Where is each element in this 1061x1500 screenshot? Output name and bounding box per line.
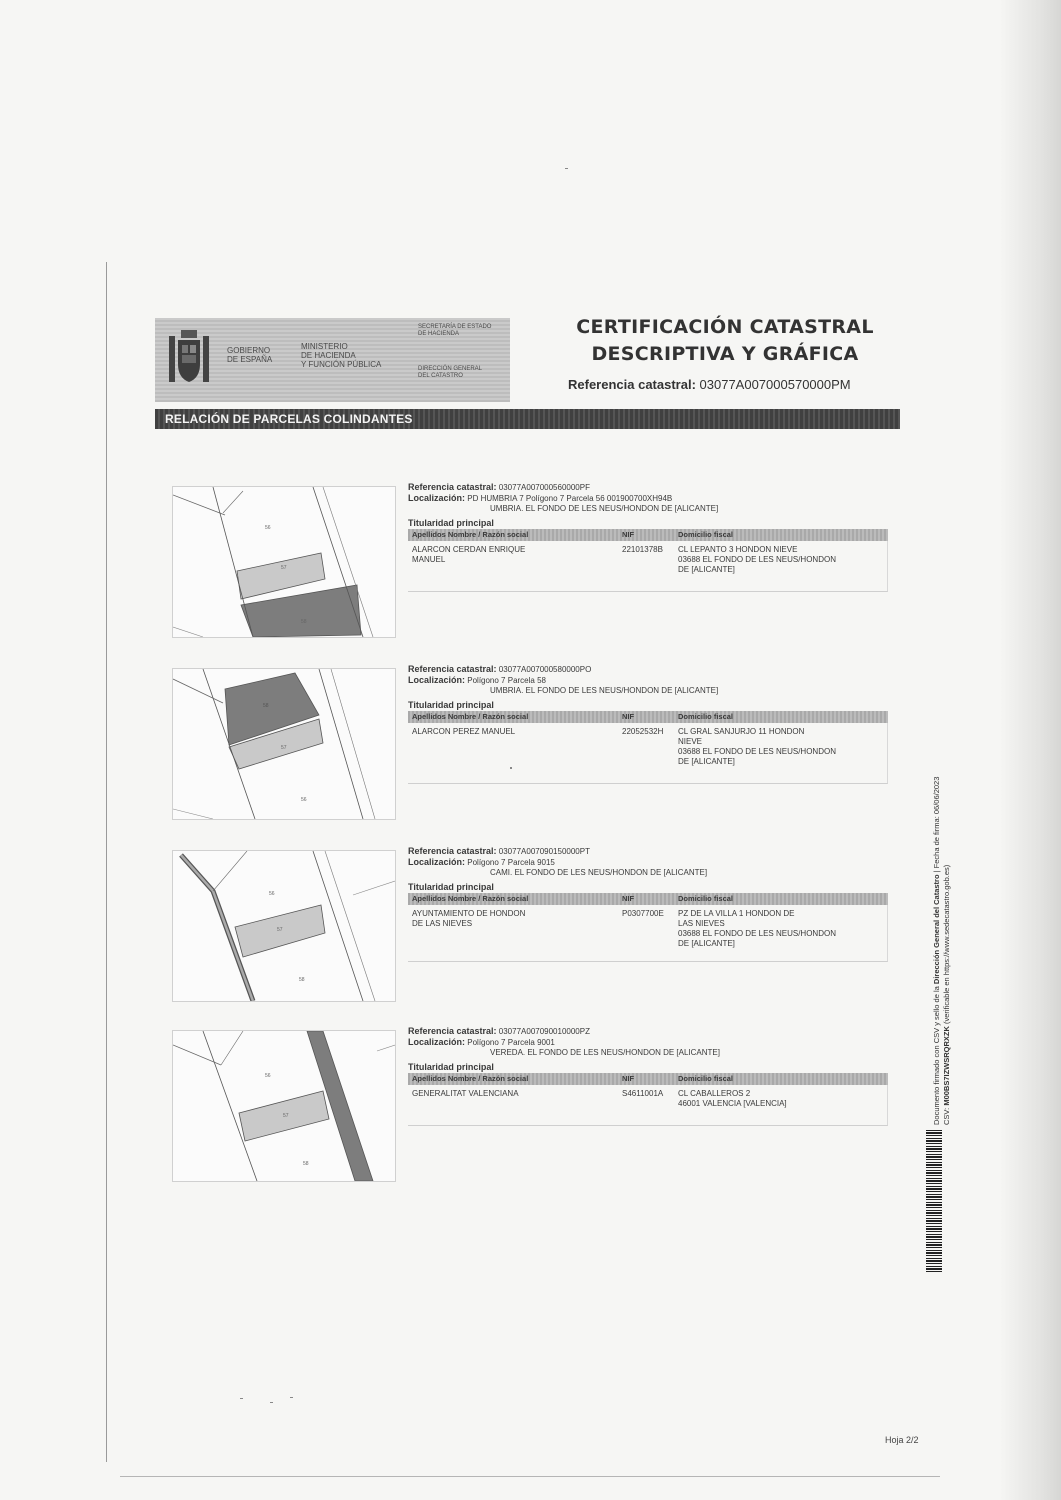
parcel-entry bbox=[172, 1026, 892, 1186]
parcel-entry bbox=[172, 664, 892, 824]
scan-speck bbox=[290, 1397, 293, 1398]
parcel-ref: 03077A007000560000PF bbox=[498, 483, 590, 492]
owner-table-header: Apellidos Nombre / Razón social NIF Domicilio fiscal bbox=[408, 711, 888, 723]
owner-table-row bbox=[408, 905, 888, 962]
owner-address: CL LEPANTO 3 HONDON NIEVE 03688 EL FONDO DE LES NEUS/HONDON DE [ALICANTE] bbox=[678, 545, 836, 574]
owner-nif: 22052532H bbox=[622, 727, 664, 736]
page-frame-bottom bbox=[120, 1476, 940, 1477]
scan-speck bbox=[240, 1398, 243, 1399]
titularidad-heading: Titularidad principal bbox=[408, 518, 494, 528]
parcel-info: Referencia catastral: 03077A007000560000PF Localización: PD HUMBRIA 7 Polígono 7 Parcela 56 001900700XH94B UMBRIA. EL FONDO DE LES NEUS/HONDON DE [ALICANTE] Titularidad principal Apellidos Nombre / Razón social NIF Domicilio fiscal ALARCON CERDAN ENRIQUE MANUEL 22101378B CL LEPANTO 3 HONDON NIEVE 03688 EL FONDO DE LES NEUS/HONDON DE [ALICANTE] bbox=[408, 482, 888, 592]
parcel-loc-line2: UMBRIA. EL FONDO DE LES NEUS/HONDON DE [ALICANTE] bbox=[490, 686, 719, 695]
owner-name: GENERALITAT VALENCIANA bbox=[412, 1089, 519, 1098]
svg-text:56: 56 bbox=[265, 525, 271, 531]
owner-address: PZ DE LA VILLA 1 HONDON DE LAS NIEVES 03688 EL FONDO DE LES NEUS/HONDON DE [ALICANTE] bbox=[678, 909, 836, 948]
parcel-map bbox=[172, 486, 396, 638]
svg-text:58: 58 bbox=[263, 703, 269, 709]
svg-text:57: 57 bbox=[281, 745, 287, 751]
coat-of-arms-icon bbox=[167, 328, 211, 390]
svg-text:56: 56 bbox=[269, 891, 275, 897]
owner-address: CL CABALLEROS 2 46001 VALENCIA [VALENCIA] bbox=[678, 1089, 787, 1108]
parcel-ref: 03077A007090010000PZ bbox=[498, 1027, 590, 1036]
parcel-loc: Polígono 7 Parcela 9001 bbox=[467, 1038, 555, 1047]
gobierno-text: GOBIERNO DE ESPAÑA bbox=[227, 346, 273, 364]
parcel-info: Referencia catastral: 03077A007000580000PO Localización: Polígono 7 Parcela 58 UMBRIA. EL FONDO DE LES NEUS/HONDON DE [ALICANTE] Titularidad principal Apellidos Nombre / Razón social NIF Domicilio fiscal ALARCON PEREZ MANUEL 22052532H CL GRAL SANJURJO 11 HONDON NIEVE 03688 EL FONDO DE LES NEUS/HONDON DE [ALICANTE] bbox=[408, 664, 888, 784]
svg-text:57: 57 bbox=[281, 565, 287, 571]
svg-text:58: 58 bbox=[301, 619, 307, 625]
owner-nif: P0307700E bbox=[622, 909, 664, 918]
parcel-info: Referencia catastral: 03077A007090010000PZ Localización: Polígono 7 Parcela 9001 VEREDA. EL FONDO DE LES NEUS/HONDON DE [ALICANTE] Titularidad principal Apellidos Nombre / Razón social NIF Domicilio fiscal GENERALITAT VALENCIANA S4611001A CL CABALLEROS 2 46001 VALENCIA [VALENCIA] bbox=[408, 1026, 888, 1126]
section-bar bbox=[155, 409, 900, 429]
owner-name: AYUNTAMIENTO DE HONDON DE LAS NIEVES bbox=[412, 909, 526, 928]
owner-name: ALARCON PEREZ MANUEL bbox=[412, 727, 516, 736]
owner-nif: 22101378B bbox=[622, 545, 663, 554]
owner-name: ALARCON CERDAN ENRIQUE MANUEL bbox=[412, 545, 526, 564]
titularidad-heading: Titularidad principal bbox=[408, 700, 494, 710]
parcel-map bbox=[172, 1030, 396, 1182]
parcel-ref: 03077A007000580000PO bbox=[498, 665, 592, 674]
owner-table-row bbox=[408, 723, 888, 784]
scan-edge-shadow bbox=[999, 0, 1061, 1500]
owner-table-header: Apellidos Nombre / Razón social NIF Domicilio fiscal bbox=[408, 529, 888, 541]
parcel-loc: Polígono 7 Parcela 9015 bbox=[467, 858, 555, 867]
owner-table-row bbox=[408, 1085, 888, 1126]
svg-text:56: 56 bbox=[265, 1073, 271, 1079]
direccion-text: DIRECCIÓN GENERAL DEL CATASTRO bbox=[418, 366, 483, 379]
svg-text:58: 58 bbox=[303, 1161, 309, 1167]
owner-table-header: Apellidos Nombre / Razón social NIF Domicilio fiscal bbox=[408, 893, 888, 905]
parcel-loc: PD HUMBRIA 7 Polígono 7 Parcela 56 001900700XH94B bbox=[467, 494, 673, 503]
barcode-icon bbox=[926, 1128, 942, 1272]
ministerio-text: MINISTERIO DE HACIENDA Y FUNCIÓN PÚBLICA bbox=[301, 342, 382, 369]
titularidad-heading: Titularidad principal bbox=[408, 882, 494, 892]
svg-text:57: 57 bbox=[283, 1113, 289, 1119]
secretaria-text: SECRETARÍA DE ESTADO DE HACIENDA bbox=[418, 324, 492, 337]
titularidad-heading: Titularidad principal bbox=[408, 1062, 494, 1072]
parcel-map bbox=[172, 850, 396, 1002]
parcel-ref: 03077A007090150000PT bbox=[498, 847, 590, 856]
owner-table-header: Apellidos Nombre / Razón social NIF Domicilio fiscal bbox=[408, 1073, 888, 1085]
page-number: Hoja 2/2 bbox=[885, 1435, 919, 1445]
svg-text:56: 56 bbox=[301, 797, 307, 803]
parcel-entry bbox=[172, 482, 892, 642]
csv-verification-text: Documento firmado con CSV y sello de la Dirección General del Catastro | Fecha de firma: 06/06/2023 CSV: M00BS7IZWSRQRXZK (verificable en https://www.sedecatastro.gob.es) bbox=[932, 776, 951, 1125]
parcel-map bbox=[172, 668, 396, 820]
scan-speck bbox=[270, 1402, 273, 1403]
certificate-reference: Referencia catastral: 03077A007000570000PM bbox=[568, 377, 851, 392]
parcel-loc: Polígono 7 Parcela 58 bbox=[467, 676, 546, 685]
scan-speck bbox=[565, 168, 568, 169]
owner-address: CL GRAL SANJURJO 11 HONDON NIEVE 03688 EL FONDO DE LES NEUS/HONDON DE [ALICANTE] bbox=[678, 727, 836, 766]
svg-text:58: 58 bbox=[299, 977, 305, 983]
svg-text:57: 57 bbox=[277, 927, 283, 933]
section-title: RELACIÓN DE PARCELAS COLINDANTES bbox=[165, 412, 413, 426]
scan-speck bbox=[510, 767, 512, 769]
parcel-loc-line2: VEREDA. EL FONDO DE LES NEUS/HONDON DE [ALICANTE] bbox=[490, 1048, 720, 1057]
parcel-loc-line2: CAMI. EL FONDO DE LES NEUS/HONDON DE [ALICANTE] bbox=[490, 868, 708, 877]
page-frame-left bbox=[106, 262, 107, 1462]
owner-table-row bbox=[408, 541, 888, 592]
certificate-title: CERTIFICACIÓN CATASTRAL DESCRIPTIVA Y GRÁFICA bbox=[576, 316, 874, 365]
parcel-loc-line2: UMBRIA. EL FONDO DE LES NEUS/HONDON DE [ALICANTE] bbox=[490, 504, 719, 513]
parcel-entry bbox=[172, 846, 892, 1006]
owner-nif: S4611001A bbox=[622, 1089, 664, 1098]
parcel-info: Referencia catastral: 03077A007090150000PT Localización: Polígono 7 Parcela 9015 CAMI. EL FONDO DE LES NEUS/HONDON DE [ALICANTE] Titularidad principal Apellidos Nombre / Razón social NIF Domicilio fiscal AYUNTAMIENTO DE HONDON DE LAS NIEVES P0307700E PZ DE LA VILLA 1 HONDON DE LAS NIEVES 03688 EL FONDO DE LES NEUS/HONDON DE [ALICANTE] bbox=[408, 846, 888, 962]
